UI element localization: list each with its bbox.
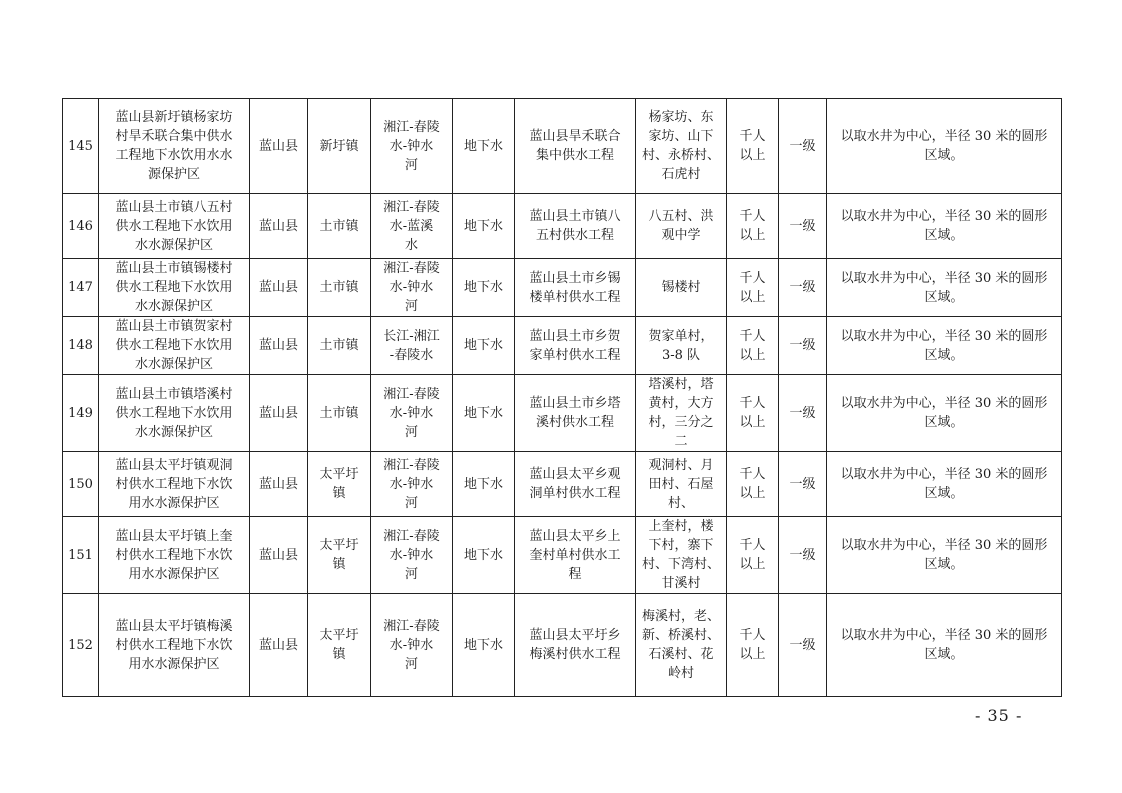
water-type-cell: 地下水 <box>453 517 515 594</box>
project-name-cell: 蓝山县土市镇八 五村供水工程 <box>515 194 636 259</box>
scale-cell: 千人 以上 <box>727 259 779 317</box>
project-name-cell: 蓝山县土市乡贺 家单村供水工程 <box>515 317 636 375</box>
basin-cell: 湘江-春陵 水-钟水 河 <box>371 259 453 317</box>
villages-cell: 杨家坊、东 家坊、山下 村、永桥村、 石虎村 <box>636 99 727 194</box>
scale-cell: 千人 以上 <box>727 452 779 517</box>
project-name-cell: 蓝山县太平圩乡 梅溪村供水工程 <box>515 594 636 697</box>
county-cell: 蓝山县 <box>250 594 308 697</box>
table-row <box>63 317 1062 375</box>
basin-cell: 湘江-春陵 水-钟水 河 <box>371 452 453 517</box>
water-type-cell: 地下水 <box>453 594 515 697</box>
town-cell: 新圩镇 <box>308 99 371 194</box>
project-name-cell: 蓝山县土市乡塔 溪村供水工程 <box>515 375 636 452</box>
scale-cell: 千人 以上 <box>727 194 779 259</box>
level-cell: 一级 <box>779 317 827 375</box>
county-cell: 蓝山县 <box>250 375 308 452</box>
villages-cell: 八五村、洪 观中学 <box>636 194 727 259</box>
villages-cell: 塔溪村，塔 黄村，大方 村，三分之 二 <box>636 375 727 452</box>
scope-cell: 以取水井为中心，半径 30 米的圆形 区域。 <box>827 452 1062 517</box>
zone-name-cell: 蓝山县太平圩镇梅溪 村供水工程地下水饮 用水水源保护区 <box>99 594 250 697</box>
scale-cell: 千人 以上 <box>727 517 779 594</box>
table-row <box>63 259 1062 317</box>
table-row <box>63 375 1062 452</box>
villages-cell: 梅溪村，老、 新、桥溪村、 石溪村、花 岭村 <box>636 594 727 697</box>
project-name-cell: 蓝山县旱禾联合 集中供水工程 <box>515 99 636 194</box>
project-name-cell: 蓝山县土市乡锡 楼单村供水工程 <box>515 259 636 317</box>
table-row <box>63 517 1062 594</box>
scope-cell: 以取水井为中心，半径 30 米的圆形 区域。 <box>827 594 1062 697</box>
level-cell: 一级 <box>779 99 827 194</box>
row-number-cell: 150 <box>63 452 99 517</box>
zone-name-cell: 蓝山县土市镇锡楼村 供水工程地下水饮用 水水源保护区 <box>99 259 250 317</box>
zone-name-cell: 蓝山县土市镇贺家村 供水工程地下水饮用 水水源保护区 <box>99 317 250 375</box>
page-number: - 35 - <box>975 706 1023 725</box>
project-name-cell: 蓝山县太平乡上 奎村单村供水工 程 <box>515 517 636 594</box>
county-cell: 蓝山县 <box>250 194 308 259</box>
scope-cell: 以取水井为中心，半径 30 米的圆形 区域。 <box>827 259 1062 317</box>
row-number-cell: 151 <box>63 517 99 594</box>
level-cell: 一级 <box>779 517 827 594</box>
row-number-cell: 147 <box>63 259 99 317</box>
town-cell: 太平圩 镇 <box>308 594 371 697</box>
table-row <box>63 452 1062 517</box>
basin-cell: 长江-湘江 -春陵水 <box>371 317 453 375</box>
villages-cell: 上奎村，楼 下村，寨下 村、下湾村、 甘溪村 <box>636 517 727 594</box>
scale-cell: 千人 以上 <box>727 99 779 194</box>
level-cell: 一级 <box>779 259 827 317</box>
scope-cell: 以取水井为中心，半径 30 米的圆形 区域。 <box>827 375 1062 452</box>
basin-cell: 湘江-春陵 水-钟水 河 <box>371 99 453 194</box>
zone-name-cell: 蓝山县土市镇塔溪村 供水工程地下水饮用 水水源保护区 <box>99 375 250 452</box>
town-cell: 太平圩 镇 <box>308 517 371 594</box>
town-cell: 土市镇 <box>308 375 371 452</box>
level-cell: 一级 <box>779 594 827 697</box>
zone-name-cell: 蓝山县太平圩镇上奎 村供水工程地下水饮 用水水源保护区 <box>99 517 250 594</box>
water-type-cell: 地下水 <box>453 375 515 452</box>
scope-cell: 以取水井为中心，半径 30 米的圆形 区域。 <box>827 517 1062 594</box>
water-type-cell: 地下水 <box>453 99 515 194</box>
zone-name-cell: 蓝山县新圩镇杨家坊 村旱禾联合集中供水 工程地下水饮用水水 源保护区 <box>99 99 250 194</box>
table-row <box>63 594 1062 697</box>
level-cell: 一级 <box>779 375 827 452</box>
row-number-cell: 145 <box>63 99 99 194</box>
scale-cell: 千人 以上 <box>727 375 779 452</box>
water-type-cell: 地下水 <box>453 259 515 317</box>
zone-name-cell: 蓝山县土市镇八五村 供水工程地下水饮用 水水源保护区 <box>99 194 250 259</box>
town-cell: 太平圩 镇 <box>308 452 371 517</box>
county-cell: 蓝山县 <box>250 452 308 517</box>
town-cell: 土市镇 <box>308 259 371 317</box>
town-cell: 土市镇 <box>308 317 371 375</box>
scope-cell: 以取水井为中心，半径 30 米的圆形 区域。 <box>827 317 1062 375</box>
villages-cell: 贺家单村， 3-8 队 <box>636 317 727 375</box>
county-cell: 蓝山县 <box>250 259 308 317</box>
basin-cell: 湘江-春陵 水-钟水 河 <box>371 594 453 697</box>
table-row <box>63 99 1062 194</box>
county-cell: 蓝山县 <box>250 317 308 375</box>
water-type-cell: 地下水 <box>453 452 515 517</box>
county-cell: 蓝山县 <box>250 99 308 194</box>
level-cell: 一级 <box>779 194 827 259</box>
villages-cell: 锡楼村 <box>636 259 727 317</box>
water-type-cell: 地下水 <box>453 194 515 259</box>
row-number-cell: 148 <box>63 317 99 375</box>
level-cell: 一级 <box>779 452 827 517</box>
row-number-cell: 146 <box>63 194 99 259</box>
scope-cell: 以取水井为中心，半径 30 米的圆形 区域。 <box>827 99 1062 194</box>
protection-zone-table <box>62 98 1062 697</box>
project-name-cell: 蓝山县太平乡观 洞单村供水工程 <box>515 452 636 517</box>
table-row <box>63 194 1062 259</box>
water-type-cell: 地下水 <box>453 317 515 375</box>
zone-name-cell: 蓝山县太平圩镇观洞 村供水工程地下水饮 用水水源保护区 <box>99 452 250 517</box>
scale-cell: 千人 以上 <box>727 317 779 375</box>
scale-cell: 千人 以上 <box>727 594 779 697</box>
basin-cell: 湘江-春陵 水-钟水 河 <box>371 375 453 452</box>
basin-cell: 湘江-春陵 水-钟水 河 <box>371 517 453 594</box>
row-number-cell: 152 <box>63 594 99 697</box>
basin-cell: 湘江-春陵 水-蓝溪 水 <box>371 194 453 259</box>
row-number-cell: 149 <box>63 375 99 452</box>
county-cell: 蓝山县 <box>250 517 308 594</box>
villages-cell: 观洞村、月 田村、石屋 村、 <box>636 452 727 517</box>
town-cell: 土市镇 <box>308 194 371 259</box>
scope-cell: 以取水井为中心，半径 30 米的圆形 区域。 <box>827 194 1062 259</box>
